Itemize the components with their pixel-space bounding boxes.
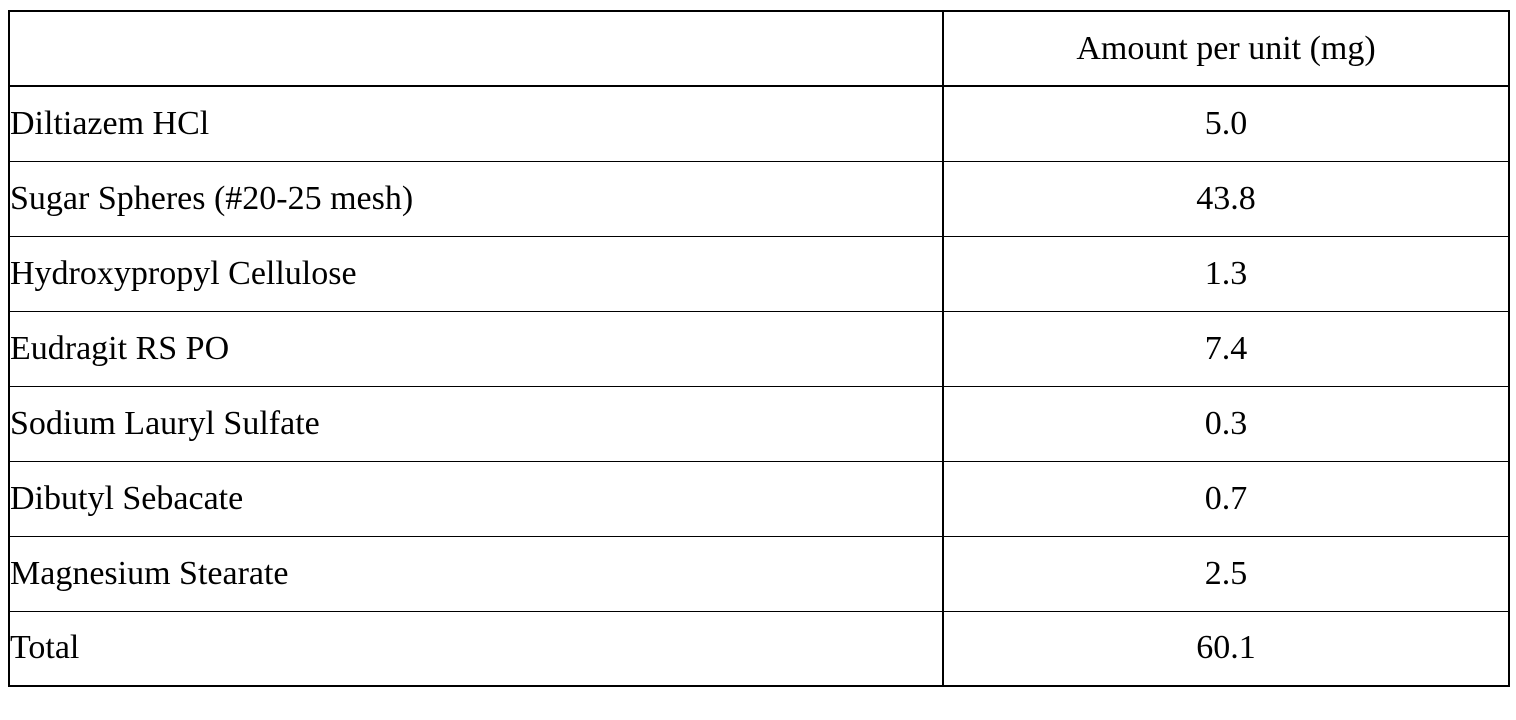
table-row <box>9 86 1509 161</box>
column-header-ingredient <box>9 11 943 86</box>
table-row <box>9 311 1509 386</box>
table-row <box>9 461 1509 536</box>
cell-ingredient: Hydroxypropyl Cellulose <box>9 236 943 311</box>
table-row <box>9 236 1509 311</box>
formulation-table <box>8 10 1510 687</box>
cell-ingredient: Sugar Spheres (#20-25 mesh) <box>9 161 943 236</box>
cell-ingredient: Dibutyl Sebacate <box>9 461 943 536</box>
cell-ingredient: Eudragit RS PO <box>9 311 943 386</box>
cell-ingredient: Diltiazem HCl <box>9 86 943 161</box>
cell-amount: 1.3 <box>943 236 1509 311</box>
cell-amount: 7.4 <box>943 311 1509 386</box>
formulation-table-container <box>8 10 1508 687</box>
cell-amount: 0.7 <box>943 461 1509 536</box>
cell-amount: 0.3 <box>943 386 1509 461</box>
cell-amount: 5.0 <box>943 86 1509 161</box>
cell-ingredient: Sodium Lauryl Sulfate <box>9 386 943 461</box>
cell-ingredient: Total <box>9 611 943 686</box>
table-row <box>9 536 1509 611</box>
column-header-amount: Amount per unit (mg) <box>943 11 1509 86</box>
cell-amount: 43.8 <box>943 161 1509 236</box>
table-row-total <box>9 611 1509 686</box>
table-row <box>9 386 1509 461</box>
table-row <box>9 161 1509 236</box>
table-header-row <box>9 11 1509 86</box>
cell-amount: 2.5 <box>943 536 1509 611</box>
cell-amount: 60.1 <box>943 611 1509 686</box>
table-body <box>9 86 1509 686</box>
cell-ingredient: Magnesium Stearate <box>9 536 943 611</box>
